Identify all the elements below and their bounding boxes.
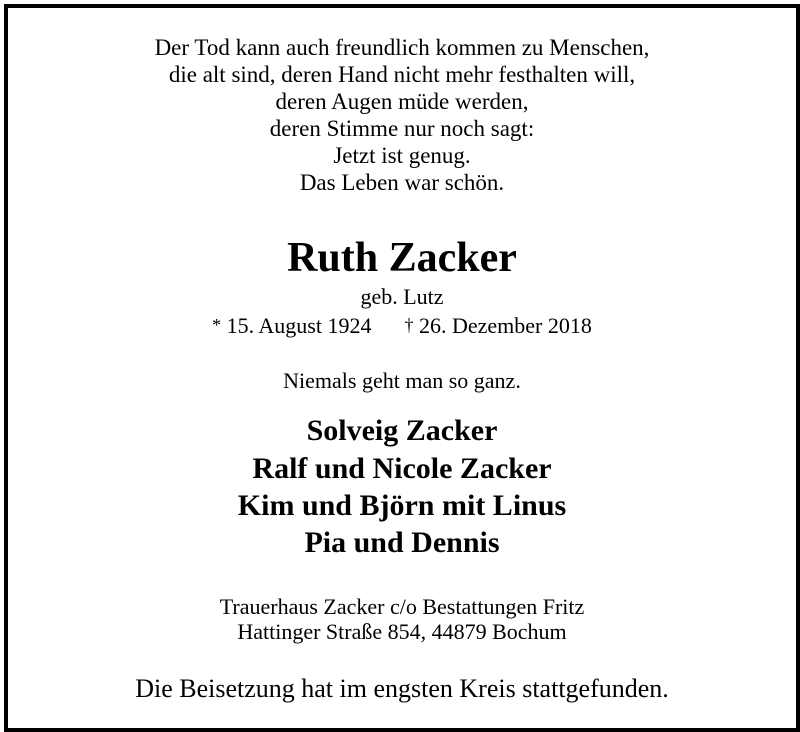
birth-name: geb. Lutz [360,284,444,309]
address-line: Hattinger Straße 854, 44879 Bochum [237,619,567,644]
notice-border [4,4,800,732]
mourner-name: Kim und Björn mit Linus [237,489,567,522]
poem-line: Das Leben war schön. [299,170,505,195]
obituary-notice [8,8,796,728]
poem-line: Der Tod kann auch freundlich kommen zu Menschen, [154,35,650,60]
poem-line: die alt sind, deren Hand nicht mehr festhalten will, [168,62,636,87]
quote: Niemals geht man so ganz. [283,368,521,393]
address-line: Trauerhaus Zacker c/o Bestattungen Fritz [219,594,585,619]
closing-note: Die Beisetzung hat im engsten Kreis stattgefunden. [135,674,669,703]
poem-line: deren Stimme nur noch sagt: [269,116,535,141]
poem-line: Jetzt ist genug. [333,143,471,168]
death-date: 26. Dezember 2018 [418,313,592,338]
mourner-name: Solveig Zacker [306,414,498,447]
poem-line: deren Augen müde werden, [275,89,529,114]
mourner-name: Pia und Dennis [304,526,500,559]
birth-date: 15. August 1924 [226,313,372,338]
life-dates [8,313,796,339]
birth-symbol: * [212,315,222,335]
deceased-name: Ruth Zacker [287,235,517,281]
mourner-name: Ralf und Nicole Zacker [252,452,552,485]
death-cross-icon: † [404,315,414,335]
